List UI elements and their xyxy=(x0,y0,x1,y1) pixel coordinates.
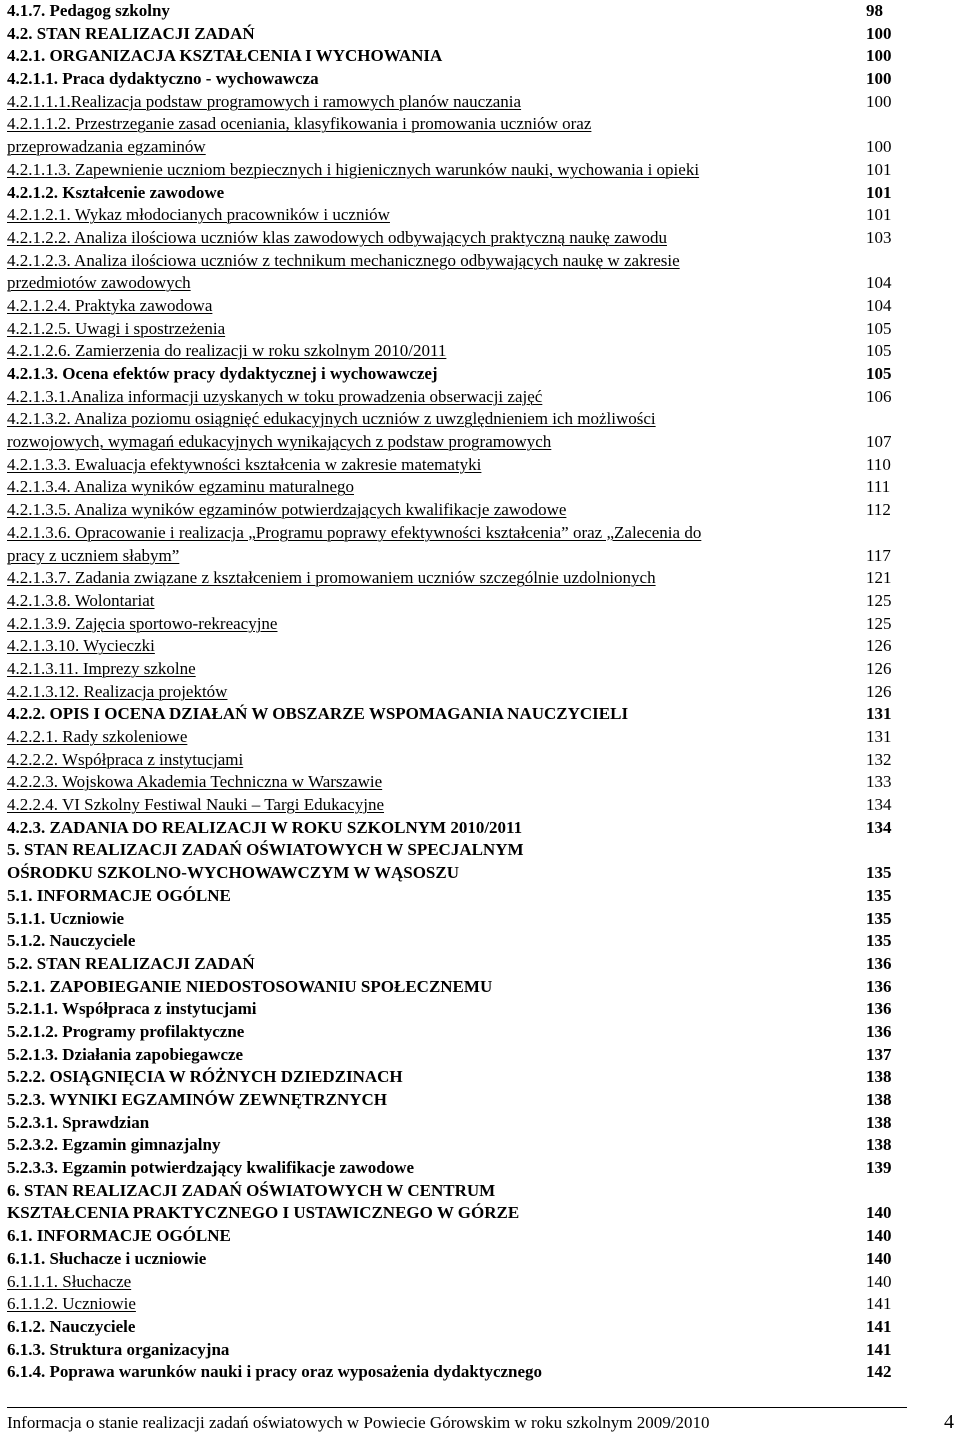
toc-entry-page: 140 xyxy=(866,1203,892,1223)
toc-entry xyxy=(7,1316,907,1339)
toc-entry xyxy=(7,1112,907,1135)
toc-entry-page: 134 xyxy=(866,795,892,815)
toc-entry-title: 4.2.2. OPIS I OCENA DZIAŁAŃ W OBSZARZE WSPOMAGANIA NAUCZYCIELI xyxy=(7,704,629,724)
toc-entry xyxy=(7,1021,907,1044)
toc-entry-page: 135 xyxy=(866,863,892,883)
toc-entry-page: 98 xyxy=(866,1,883,20)
toc-entry[interactable] xyxy=(7,159,907,182)
toc-entry-title: 4.2.1.2.6. Zamierzenia do realizacji w roku szkolnym 2010/2011 xyxy=(7,341,447,361)
toc-entry-title: 4.2.1.2.4. Praktyka zawodowa xyxy=(7,295,213,315)
toc-entry[interactable] xyxy=(7,613,907,636)
toc-entry[interactable] xyxy=(7,272,907,295)
toc-entry-page: 136 xyxy=(866,953,892,973)
toc-entry-page: 135 xyxy=(866,931,892,951)
toc-entry xyxy=(7,953,907,976)
toc-entry-title: 4.2.2.4. VI Szkolny Festiwal Nauki – Targi Edukacyjne xyxy=(7,795,385,815)
toc-entry[interactable] xyxy=(7,658,907,681)
toc-entry-title: 6.1.1.1. Słuchacze xyxy=(7,1271,132,1291)
toc-entry xyxy=(7,1157,907,1180)
toc-entry-page: 125 xyxy=(866,613,892,633)
toc-entry xyxy=(7,998,907,1021)
toc-entry-page: 101 xyxy=(866,159,892,179)
toc-entry[interactable] xyxy=(7,136,907,159)
toc-entry[interactable] xyxy=(7,771,907,794)
toc-entry-title: 4.2.1.2.2. Analiza ilościowa uczniów klas zawodowych odbywających praktyczną naukę zawodu xyxy=(7,227,667,247)
toc-entry-page: 136 xyxy=(866,999,892,1019)
toc-entry-title: 5.2.3.2. Egzamin gimnazjalny xyxy=(7,1135,221,1155)
toc-entry-title: 5.2.2. OSIĄGNIĘCIA W RÓŻNYCH DZIEDZINACH xyxy=(7,1067,403,1087)
toc-entry-page: 140 xyxy=(866,1226,892,1246)
toc-entry-title: 5.1.2. Nauczyciele xyxy=(7,931,136,951)
toc-entry-page: 132 xyxy=(866,749,892,769)
toc-entry-page: 133 xyxy=(866,772,892,792)
toc-entry-title: 6.1.1. Słuchacze i uczniowie xyxy=(7,1248,207,1268)
toc-entry-page: 121 xyxy=(866,568,892,588)
toc-entry-title: 4.2.1.1.2. Przestrzeganie zasad oceniania, klasyfikowania i promowania uczniów oraz xyxy=(7,114,592,134)
toc-entry xyxy=(7,817,907,840)
toc-entry-title: 6.1.1.2. Uczniowie xyxy=(7,1294,136,1314)
toc-entry[interactable] xyxy=(7,386,907,409)
toc-entry-title: KSZTAŁCENIA PRAKTYCZNEGO I USTAWICZNEGO W GÓRZE xyxy=(7,1203,520,1223)
toc-entry-title: 5. STAN REALIZACJI ZADAŃ OŚWIATOWYCH W SPECJALNYM xyxy=(7,840,524,860)
toc-entry xyxy=(7,839,907,862)
toc-entry-title: 6.1.3. Struktura organizacyjna xyxy=(7,1339,230,1359)
toc-entry-title: 4.2.1.3.6. Opracowanie i realizacja „Programu poprawy efektywności kształcenia” oraz „Zalecenia do xyxy=(7,522,702,542)
toc-entry-title: OŚRODKU SZKOLNO-WYCHOWAWCZYM W WĄSOSZU xyxy=(7,863,459,883)
toc-entry[interactable] xyxy=(7,318,907,341)
toc-entry-page: 126 xyxy=(866,681,892,701)
toc-entry-title: 5.1.1. Uczniowie xyxy=(7,908,125,928)
toc-entry-page: 138 xyxy=(866,1067,892,1087)
toc-entry xyxy=(7,1339,907,1362)
toc-entry-title: 4.2.1.3.10. Wycieczki xyxy=(7,636,155,656)
toc-entry xyxy=(7,1202,907,1225)
toc-entry-page: 111 xyxy=(866,477,891,497)
toc-entry[interactable] xyxy=(7,204,907,227)
toc-entry-page: 142 xyxy=(866,1362,892,1382)
toc-entry-title: 4.2.1.3.8. Wolontariat xyxy=(7,590,155,610)
toc-entry-title: 5.1. INFORMACJE OGÓLNE xyxy=(7,885,231,905)
toc-entry xyxy=(7,703,907,726)
toc-entry-title: 4.2.1.2.5. Uwagi i spostrzeżenia xyxy=(7,318,226,338)
toc-entry-page: 106 xyxy=(866,386,892,406)
toc-entry[interactable] xyxy=(7,408,907,431)
toc-entry-title: 5.2. STAN REALIZACJI ZADAŃ xyxy=(7,953,255,973)
toc-entry-page: 100 xyxy=(866,46,892,66)
toc-entry-title: 5.2.1.3. Działania zapobiegawcze xyxy=(7,1044,244,1064)
toc-entry-page: 107 xyxy=(866,432,892,452)
toc-entry[interactable] xyxy=(7,113,907,136)
toc-entry[interactable] xyxy=(7,567,907,590)
toc-entry[interactable] xyxy=(7,681,907,704)
toc-entry[interactable] xyxy=(7,545,907,568)
toc-entry-page: 117 xyxy=(866,545,891,565)
toc-entry-page: 101 xyxy=(866,205,892,225)
toc-entry[interactable] xyxy=(7,431,907,454)
toc-entry xyxy=(7,1361,907,1384)
toc-entry[interactable] xyxy=(7,1293,907,1316)
toc-entry-title: 4.2.1.3.1.Analiza informacji uzyskanych w toku prowadzenia obserwacji zajęć xyxy=(7,386,543,406)
toc-entry-title: 4.2.2.3. Wojskowa Akademia Techniczna w Warszawie xyxy=(7,772,383,792)
toc-entry-title: pracy z uczniem słabym” xyxy=(7,545,180,565)
toc-entry xyxy=(7,182,907,205)
page-number: 4 xyxy=(944,1411,954,1433)
toc-entry-page: 101 xyxy=(866,182,892,202)
toc-entry xyxy=(7,862,907,885)
footer-text: Informacja o stanie realizacji zadań oświatowych w Powiecie Górowskim w roku szkolnym 2009/2010 xyxy=(7,1413,710,1432)
toc-entry[interactable] xyxy=(7,749,907,772)
toc-entry-page: 135 xyxy=(866,908,892,928)
toc-entry-title: 5.2.1.1. Współpraca z instytucjami xyxy=(7,999,257,1019)
toc-entry[interactable] xyxy=(7,794,907,817)
toc-entry-title: przeprowadzania egzaminów xyxy=(7,137,206,157)
toc-entry-page: 126 xyxy=(866,636,892,656)
toc-entry xyxy=(7,0,907,23)
toc-entry[interactable] xyxy=(7,522,907,545)
toc-entry-title: 4.2.3. ZADANIA DO REALIZACJI W ROKU SZKOLNYM 2010/2011 xyxy=(7,817,523,837)
toc-entry xyxy=(7,885,907,908)
toc-entry-title: 5.2.1.2. Programy profilaktyczne xyxy=(7,1021,245,1041)
toc-entry-page: 103 xyxy=(866,227,892,247)
toc-entry-title: 4.2.1.1. Praca dydaktyczno - wychowawcza xyxy=(7,69,319,89)
toc-entry-page: 138 xyxy=(866,1112,892,1132)
toc-entry-page: 104 xyxy=(866,295,892,315)
toc-entry-title: 4.2.2.1. Rady szkoleniowe xyxy=(7,727,188,746)
toc-entry-title: 4.2.1.2. Kształcenie zawodowe xyxy=(7,182,225,202)
toc-entry-page: 141 xyxy=(866,1294,892,1314)
toc-entry xyxy=(7,68,907,91)
toc-entry xyxy=(7,1044,907,1067)
toc-entry[interactable] xyxy=(7,635,907,658)
toc-entry-title: 4.2.2.2. Współpraca z instytucjami xyxy=(7,749,244,769)
toc-entry-title: 4.2.1.3.11. Imprezy szkolne xyxy=(7,658,196,678)
toc-entry-page: 105 xyxy=(866,341,892,361)
toc-entry[interactable] xyxy=(7,476,907,499)
toc-entry[interactable] xyxy=(7,227,907,250)
toc-entry-page: 100 xyxy=(866,91,892,111)
toc-entry-title: 6.1.4. Poprawa warunków nauki i pracy oraz wyposażenia dydaktycznego xyxy=(7,1362,543,1382)
toc-entry[interactable] xyxy=(7,295,907,318)
toc-entry-title: 5.2.3.1. Sprawdzian xyxy=(7,1112,150,1132)
toc-entry xyxy=(7,1066,907,1089)
toc-entry[interactable] xyxy=(7,499,907,522)
toc-entry-title: 4.2.1.3.12. Realizacja projektów xyxy=(7,681,228,701)
toc-entry-title: 4.2. STAN REALIZACJI ZADAŃ xyxy=(7,23,255,43)
toc-entry-page: 138 xyxy=(866,1090,892,1109)
toc-entry-page: 140 xyxy=(866,1271,892,1291)
toc-entry[interactable] xyxy=(7,340,907,363)
toc-entry[interactable] xyxy=(7,726,907,749)
toc-entry xyxy=(7,1225,907,1248)
toc-entry-title: 4.2.1.1.3. Zapewnienie uczniom bezpiecznych i higienicznych warunków nauki, wychowania i opieki xyxy=(7,159,700,179)
toc-entry-title: 5.2.3.3. Egzamin potwierdzający kwalifikacje zawodowe xyxy=(7,1158,415,1178)
toc-entry-page: 134 xyxy=(866,817,892,837)
footer-divider xyxy=(7,1407,907,1408)
toc-entry-page: 105 xyxy=(866,364,892,383)
toc-entry xyxy=(7,908,907,931)
toc-entry xyxy=(7,45,907,68)
toc-entry-title: 4.2.1.2.3. Analiza ilościowa uczniów z technikum mechanicznego odbywających naukę w zakresie xyxy=(7,250,680,270)
toc-entry-page: 131 xyxy=(866,727,892,746)
toc-entry-title: 6. STAN REALIZACJI ZADAŃ OŚWIATOWYCH W CENTRUM xyxy=(7,1180,496,1200)
toc-entry-title: 4.2.1.3.4. Analiza wyników egzaminu maturalnego xyxy=(7,477,354,497)
toc-entry xyxy=(7,1248,907,1271)
toc-entry-page: 100 xyxy=(866,137,892,157)
toc-entry-title: 4.2.1.2.1. Wykaz młodocianych pracowników i uczniów xyxy=(7,205,390,225)
toc-entry-page: 105 xyxy=(866,318,892,338)
toc-entry-page: 100 xyxy=(866,23,892,43)
toc-entry-page: 136 xyxy=(866,976,892,996)
toc-entry-page: 137 xyxy=(866,1044,892,1064)
toc-entry-page: 110 xyxy=(866,454,891,474)
toc-entry xyxy=(7,930,907,953)
toc-entry-page: 135 xyxy=(866,885,892,905)
toc-entry-page: 104 xyxy=(866,273,892,293)
toc-entry-title: 4.2.1.1.1.Realizacja podstaw programowych i ramowych planów nauczania xyxy=(7,91,522,111)
toc-entry-title: 4.2.1.3.9. Zajęcia sportowo-rekreacyjne xyxy=(7,613,278,633)
toc-entry xyxy=(7,1089,907,1112)
toc-entry-title: 5.2.1. ZAPOBIEGANIE NIEDOSTOSOWANIU SPOŁECZNEMU xyxy=(7,976,493,996)
toc-entry-title: 4.2.1.3.3. Ewaluacja efektywności kształcenia w zakresie matematyki xyxy=(7,454,482,474)
toc-entry xyxy=(7,23,907,46)
toc-entry-title: 4.2.1.3.2. Analiza poziomu osiągnięć edukacyjnych uczniów z uwzględnieniem ich możliwości xyxy=(7,409,656,429)
toc-entry-title: 4.2.1.3. Ocena efektów pracy dydaktycznej i wychowawczej xyxy=(7,364,438,383)
toc-entry-page: 141 xyxy=(866,1316,892,1336)
toc-entry[interactable] xyxy=(7,1271,907,1294)
toc-entry-page: 112 xyxy=(866,500,891,520)
toc-entry[interactable] xyxy=(7,454,907,477)
toc-entry xyxy=(7,1134,907,1157)
toc-entry-page: 139 xyxy=(866,1158,892,1178)
toc-entry-page: 131 xyxy=(866,704,892,724)
toc-entry[interactable] xyxy=(7,590,907,613)
toc-entry-title: 5.2.3. WYNIKI EGZAMINÓW ZEWNĘTRZNYCH xyxy=(7,1090,388,1109)
table-of-contents xyxy=(7,0,907,1384)
toc-entry-page: 138 xyxy=(866,1135,892,1155)
toc-entry-page: 140 xyxy=(866,1248,892,1268)
toc-entry[interactable] xyxy=(7,91,907,114)
toc-entry-title: 4.2.1.3.5. Analiza wyników egzaminów potwierdzających kwalifikacje zawodowe xyxy=(7,500,567,520)
toc-entry xyxy=(7,976,907,999)
toc-entry-title: 4.1.7. Pedagog szkolny xyxy=(7,1,170,20)
toc-entry-title: 4.2.1. ORGANIZACJA KSZTAŁCENIA I WYCHOWANIA xyxy=(7,46,443,66)
toc-entry-page: 126 xyxy=(866,658,892,678)
toc-entry-title: 4.2.1.3.7. Zadania związane z kształceniem i promowaniem uczniów szczególnie uzdolnionych xyxy=(7,568,656,588)
toc-entry-page: 100 xyxy=(866,69,892,89)
toc-entry xyxy=(7,363,907,386)
toc-entry xyxy=(7,1180,907,1203)
toc-entry[interactable] xyxy=(7,250,907,273)
toc-entry-title: rozwojowych, wymagań edukacyjnych wynikających z podstaw programowych xyxy=(7,432,552,452)
toc-entry-page: 141 xyxy=(866,1339,892,1359)
toc-entry-title: przedmiotów zawodowych xyxy=(7,273,191,293)
toc-entry-title: 6.1. INFORMACJE OGÓLNE xyxy=(7,1226,231,1246)
toc-entry-title: 6.1.2. Nauczyciele xyxy=(7,1316,136,1336)
toc-entry-page: 125 xyxy=(866,590,892,610)
toc-entry-page: 136 xyxy=(866,1021,892,1041)
